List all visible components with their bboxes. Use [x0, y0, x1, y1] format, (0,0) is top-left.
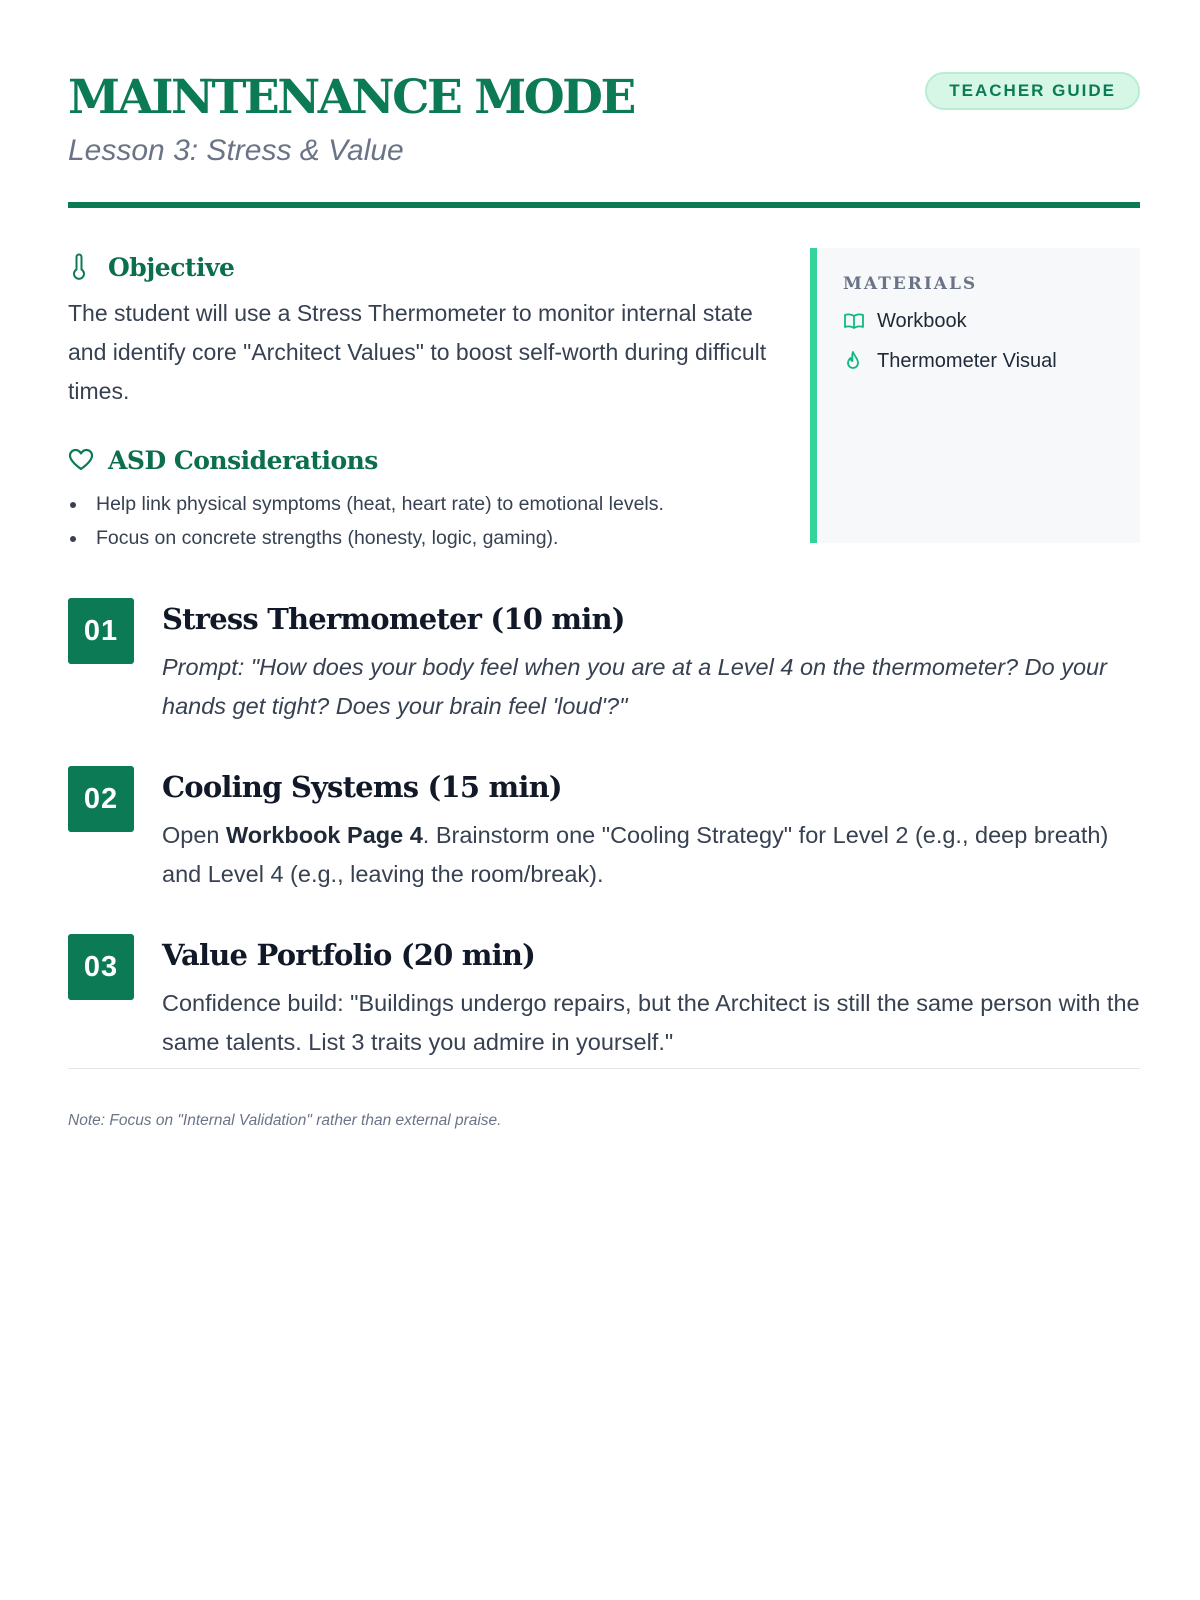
step-text: Open [162, 822, 227, 848]
info-section [68, 250, 768, 555]
list-item: Focus on concrete strengths (honesty, logic, gaming). [68, 521, 768, 555]
lesson-page [68, 0, 1140, 1129]
thermometer-icon [68, 253, 98, 281]
step-cooling-systems [68, 766, 1140, 894]
asd-heading: ASD Considerations [108, 445, 378, 475]
footer-note: Note: Focus on "Internal Validation" rather than external praise. [68, 1112, 502, 1129]
page-title: MAINTENANCE MODE [68, 70, 634, 125]
step-prompt: Prompt: "How does your body feel when you are at a Level 4 on the thermometer? Do your hands get tight? Does your brain feel 'loud'?" [162, 654, 1107, 719]
material-label: Thermometer Visual [877, 349, 1057, 372]
teacher-guide-badge: TEACHER GUIDE [925, 72, 1140, 110]
book-open-icon [843, 312, 867, 330]
step-value-portfolio [68, 934, 1140, 1062]
step-title: Cooling Systems (15 min) [162, 770, 562, 804]
heart-icon [68, 448, 98, 472]
step-title: Value Portfolio (20 min) [162, 938, 536, 972]
list-item: Help link physical symptoms (heat, heart rate) to emotional levels. [68, 487, 768, 521]
materials-panel [810, 248, 1140, 543]
page-header [68, 0, 1140, 208]
material-item-workbook [843, 308, 1140, 334]
step-number: 01 [68, 598, 134, 664]
lesson-subtitle: Lesson 3: Stress & Value [68, 134, 404, 167]
step-title: Stress Thermometer (10 min) [162, 602, 625, 636]
objective-text: The student will use a Stress Thermometer to monitor internal state and identify core "Architect Values" to boost self-worth during difficult times. [68, 300, 767, 404]
workbook-page-reference: Workbook Page 4 [226, 822, 423, 848]
step-number: 02 [68, 766, 134, 832]
step-description [162, 816, 1140, 894]
objective-section [68, 250, 768, 411]
objective-heading: Objective [108, 252, 235, 282]
asd-considerations-section [68, 443, 768, 555]
asd-list [68, 487, 768, 555]
step-description: Confidence build: "Buildings undergo repairs, but the Architect is still the same person with the same talents. List 3 traits you admire in yourself." [162, 990, 1140, 1055]
materials-label: MATERIALS [843, 274, 978, 294]
step-stress-thermometer [68, 598, 1140, 726]
step-number: 03 [68, 934, 134, 1000]
material-item-thermometer-visual [843, 348, 1140, 374]
footer-divider [68, 1068, 1140, 1069]
activity-steps [68, 598, 1140, 1062]
step-text: . Brainstorm one "Cooling Strategy" for Level 2 (e.g., deep breath) and Level 4 (e.g., leaving the room/break). [162, 822, 1109, 887]
material-label: Workbook [877, 309, 967, 332]
flame-icon [843, 350, 867, 372]
